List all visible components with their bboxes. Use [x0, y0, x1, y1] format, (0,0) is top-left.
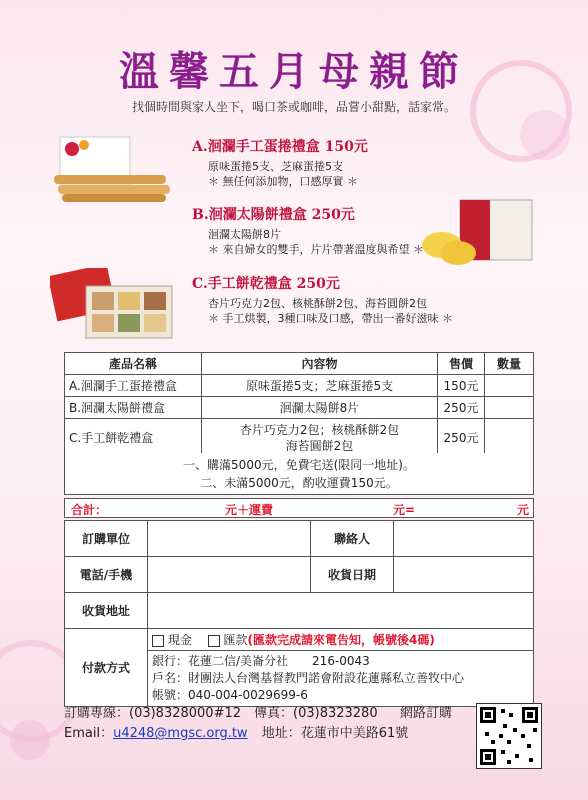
- product-a-name: A.洄瀾手工蛋捲禮盒 150元: [192, 139, 368, 155]
- decor-circle: [520, 110, 570, 160]
- address-field[interactable]: [148, 593, 534, 629]
- col-header: 內容物: [202, 353, 438, 375]
- phone-field[interactable]: [148, 557, 311, 593]
- account-number: 帳號：040-004-0029699-6: [152, 688, 308, 702]
- price-cell: 250元: [438, 397, 485, 419]
- col-header: 售價: [438, 353, 485, 375]
- product-c: [192, 277, 453, 326]
- content-cell: 洄瀾太陽餅8片: [202, 397, 438, 419]
- col-header: 產品名稱: [65, 353, 202, 375]
- product-b: [192, 208, 424, 257]
- table-row: [65, 397, 534, 419]
- contact-label: 聯絡人: [311, 521, 394, 557]
- page-subtitle: 找個時間與家人坐下，喝口茶或咖啡，品嘗小甜點，話家常。: [131, 100, 456, 114]
- footer-contact: [64, 722, 408, 741]
- address-label: 收貨地址: [65, 593, 148, 629]
- shipping-note: 一、購滿5000元，免費宅送(限同一地址)。: [183, 458, 415, 472]
- content-line: 海苔圓餅2包: [285, 438, 354, 453]
- product-name-cell: B.洄瀾太陽餅禮盒: [65, 397, 202, 419]
- product-b-line: 洄瀾太陽餅8片: [208, 228, 281, 241]
- cash-checkbox[interactable]: [152, 635, 164, 647]
- account-name: 戶名：財團法人台灣基督教門諾會附設花蓮縣私立善牧中心: [152, 671, 465, 685]
- product-c-line: ＊ 手工烘製，3種口味及口感，帶出一番好滋味 ＊: [208, 312, 453, 325]
- content-line: 杏片巧克力2包；核桃酥餅2包: [239, 422, 400, 437]
- total-row: [64, 498, 534, 518]
- price-cell: 250元: [438, 419, 485, 457]
- quantity-input[interactable]: [485, 419, 534, 457]
- unit-label: 訂購單位: [65, 521, 148, 557]
- table-row: [65, 375, 534, 397]
- date-label: 收貨日期: [311, 557, 394, 593]
- col-header: 數量: [485, 353, 534, 375]
- bank-line: 銀行：花蓮二信/美崙分社 216-0043: [152, 654, 370, 668]
- content-cell: 原味蛋捲5支；芝麻蛋捲5支: [202, 375, 438, 397]
- form-row: [65, 521, 534, 557]
- quantity-input[interactable]: [485, 375, 534, 397]
- shipping-note: 二、未滿5000元，酌收運費150元。: [200, 476, 398, 490]
- product-a: [192, 140, 368, 189]
- price-cell: 150元: [438, 375, 485, 397]
- product-b-name: B.洄瀾太陽餅禮盒 250元: [192, 207, 355, 223]
- cookie-box-image: [50, 268, 174, 340]
- page-title: 溫馨五月母親節: [119, 48, 469, 95]
- qr-code[interactable]: [476, 703, 542, 769]
- online-order-label: 網路訂購: [400, 706, 453, 721]
- table-row: [65, 419, 534, 457]
- product-name-cell: C.手工餅乾禮盒: [65, 419, 202, 457]
- order-table: [64, 352, 534, 457]
- total-label: 合計：: [71, 503, 108, 517]
- transfer-note: (匯款完成請來電告知，帳號後4碼): [247, 633, 435, 647]
- product-name-cell: A.洄瀾手工蛋捲禮盒: [65, 375, 202, 397]
- table-header-row: [65, 353, 534, 375]
- email-link[interactable]: u4248@mgsc.org.tw: [113, 726, 248, 741]
- order-form: [64, 520, 534, 707]
- form-row: [65, 593, 534, 629]
- unit-field[interactable]: [148, 521, 311, 557]
- form-row: [65, 629, 534, 707]
- product-b-line: ＊ 來自婦女的雙手，片片帶著溫度與希望 ＊: [208, 243, 424, 256]
- email-label: Email：: [64, 726, 114, 741]
- decor-circle: [10, 720, 50, 760]
- payment-cell: [148, 629, 534, 707]
- shipping-note-box: [64, 453, 534, 495]
- transfer-checkbox[interactable]: [208, 635, 220, 647]
- cash-label: 現金: [167, 633, 192, 647]
- total-part: 元＋運費: [225, 503, 274, 517]
- product-c-line: 杏片巧克力2包、核桃酥餅2包、海苔圓餅2包: [208, 297, 427, 310]
- product-c-name: C.手工餅乾禮盒 250元: [192, 276, 340, 292]
- egg-roll-image: [52, 135, 174, 205]
- payment-options: [148, 629, 533, 651]
- product-a-line: ＊ 無任何添加物，口感厚實 ＊: [208, 175, 358, 188]
- payment-label: 付款方式: [65, 629, 148, 707]
- transfer-label: 匯款: [223, 633, 248, 647]
- contact-field[interactable]: [394, 521, 534, 557]
- form-row: [65, 557, 534, 593]
- footer-address: 地址：花蓮市中美路61號: [261, 726, 409, 741]
- footer-phone: 訂購專線：(03)8328000#12 傳真：(03)8323280: [64, 706, 378, 721]
- total-part: 元=: [393, 503, 416, 517]
- date-field[interactable]: [394, 557, 534, 593]
- content-cell: [202, 419, 438, 457]
- bank-info: [148, 651, 533, 706]
- total-part: 元: [517, 503, 530, 517]
- sun-cake-image: [420, 195, 536, 270]
- product-a-line: 原味蛋捲5支、芝麻蛋捲5支: [208, 160, 343, 173]
- quantity-input[interactable]: [485, 397, 534, 419]
- phone-label: 電話/手機: [65, 557, 148, 593]
